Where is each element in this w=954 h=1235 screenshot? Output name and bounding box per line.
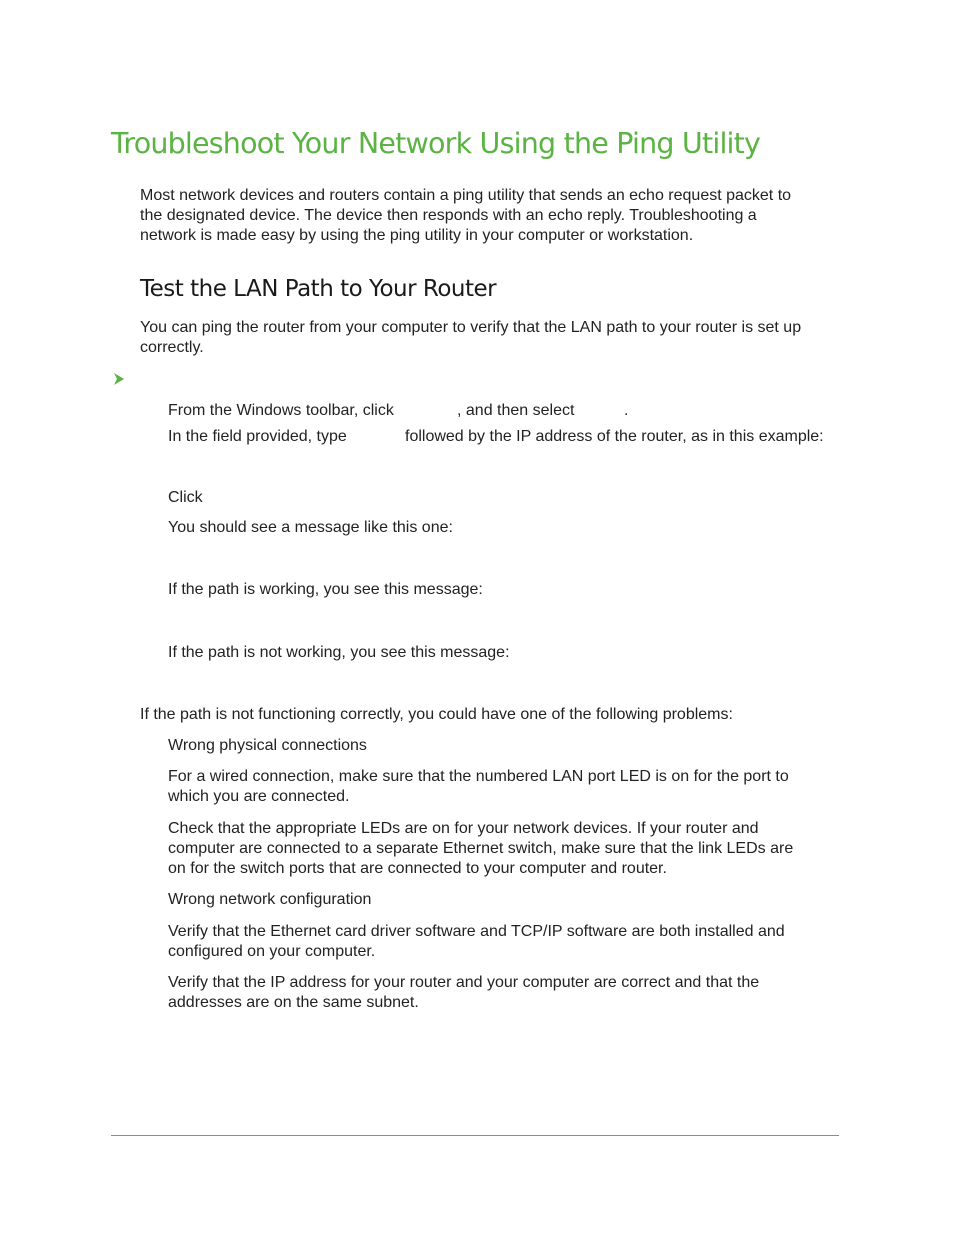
page-title: Troubleshoot Your Network Using the Ping Utility	[111, 127, 761, 160]
section-heading: Test the LAN Path to Your Router	[140, 276, 497, 302]
detail-line: which you are connected.	[168, 788, 350, 805]
problem-2-title: Wrong network configuration	[168, 891, 372, 908]
intro-line: network is made easy by using the ping utility in your computer or workstation.	[140, 227, 694, 244]
detail-line: on for the switch ports that are connected to your computer and router.	[168, 860, 667, 877]
step-3: Click	[168, 489, 203, 506]
detail-line: configured on your computer.	[168, 943, 376, 960]
chevron-right-icon	[113, 372, 125, 386]
problems-intro: If the path is not functioning correctly, you could have one of the following problems:	[140, 706, 733, 723]
step-6: If the path is not working, you see this message:	[168, 644, 510, 661]
detail-line: computer are connected to a separate Ethernet switch, make sure that the link LEDs are	[168, 840, 794, 857]
intro-line: Most network devices and routers contain a ping utility that sends an echo request packet to	[140, 187, 792, 204]
detail-line: For a wired connection, make sure that the numbered LAN port LED is on for the port to	[168, 768, 789, 785]
problem-1-detail-b	[168, 819, 793, 879]
step-1-part-a: From the Windows toolbar, click	[168, 402, 394, 419]
intro-line: the designated device. The device then responds with an echo reply. Troubleshooting a	[140, 207, 757, 224]
step-5: If the path is working, you see this message:	[168, 581, 483, 598]
step-2-part-b: followed by the IP address of the router, as in this example:	[405, 428, 824, 445]
step-1-part-c: .	[624, 402, 629, 419]
section-intro	[140, 318, 801, 358]
detail-line: Verify that the Ethernet card driver software and TCP/IP software are both installed and	[168, 923, 785, 940]
section-intro-line: You can ping the router from your computer to verify that the LAN path to your router is set up	[140, 319, 802, 336]
section-intro-line: correctly.	[140, 339, 204, 356]
step-1-part-b: , and then select	[457, 402, 575, 419]
problem-1-title: Wrong physical connections	[168, 737, 367, 754]
step-4: You should see a message like this one:	[168, 519, 453, 536]
detail-line: Verify that the IP address for your router and your computer are correct and that the	[168, 974, 760, 991]
step-2-part-a: In the field provided, type	[168, 428, 347, 445]
detail-line: Check that the appropriate LEDs are on for your network devices. If your router and	[168, 820, 759, 837]
footer-divider	[111, 1135, 839, 1136]
problem-2-detail-b	[168, 973, 759, 1013]
problem-2-detail-a	[168, 922, 785, 962]
problem-1-detail-a	[168, 767, 789, 807]
intro-paragraph	[140, 186, 791, 246]
detail-line: addresses are on the same subnet.	[168, 994, 419, 1011]
